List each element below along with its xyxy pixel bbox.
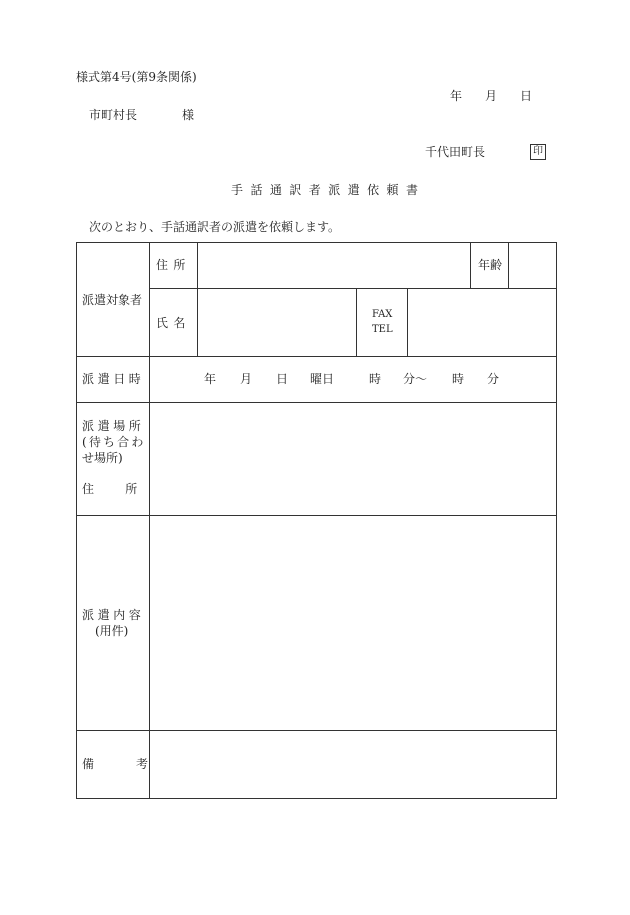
address-label: 住所	[156, 258, 191, 272]
datetime-weekday: 曜日	[310, 372, 335, 386]
remarks-label: 備考	[82, 757, 191, 771]
datetime-day: 日	[276, 372, 289, 386]
intro-text: 次のとおり、手話通訳者の派遣を依頼します。	[89, 220, 341, 234]
datetime-minute-to: 分	[487, 372, 500, 386]
place-address-label: 住所	[82, 482, 169, 496]
seal-mark: 印	[530, 144, 546, 160]
place-label: 派遣場所	[82, 419, 145, 433]
datetime-year: 年	[204, 372, 217, 386]
datetime-hour-from: 時	[369, 372, 382, 386]
remarks-field[interactable]	[151, 732, 555, 797]
datetime-month: 月	[240, 372, 253, 386]
datetime-label: 派遣日時	[82, 372, 145, 386]
document-title: 手話通訳者派遣依頼書	[231, 183, 426, 197]
content-label: 派遣内容	[82, 608, 145, 622]
form-number: 様式第4号(第9条関係)	[76, 70, 197, 84]
datetime-minute-from: 分～	[403, 372, 428, 386]
meeting-label-line2: せ場所)	[82, 451, 123, 465]
meeting-label-line1: (待ち合わ	[82, 435, 146, 449]
name-field[interactable]	[199, 290, 354, 355]
fax-label: FAX	[372, 309, 393, 320]
date-day: 日	[520, 89, 533, 103]
sender-title: 千代田町長	[425, 145, 486, 159]
date-year: 年	[450, 89, 463, 103]
name-label: 氏名	[156, 316, 191, 330]
target-person-label: 派遣対象者	[82, 293, 143, 307]
addressee-mayor: 市町村長	[89, 108, 138, 122]
address-field[interactable]	[199, 244, 468, 287]
addressee-honorific: 様	[182, 108, 195, 122]
age-field[interactable]	[510, 244, 555, 287]
place-field[interactable]	[151, 404, 555, 514]
datetime-hour-to: 時	[452, 372, 465, 386]
date-month: 月	[485, 89, 498, 103]
contact-field[interactable]	[409, 290, 555, 355]
purpose-label: (用件)	[95, 624, 129, 638]
content-field[interactable]	[151, 517, 555, 729]
tel-label: TEL	[372, 324, 393, 335]
age-label: 年齢	[478, 258, 503, 272]
